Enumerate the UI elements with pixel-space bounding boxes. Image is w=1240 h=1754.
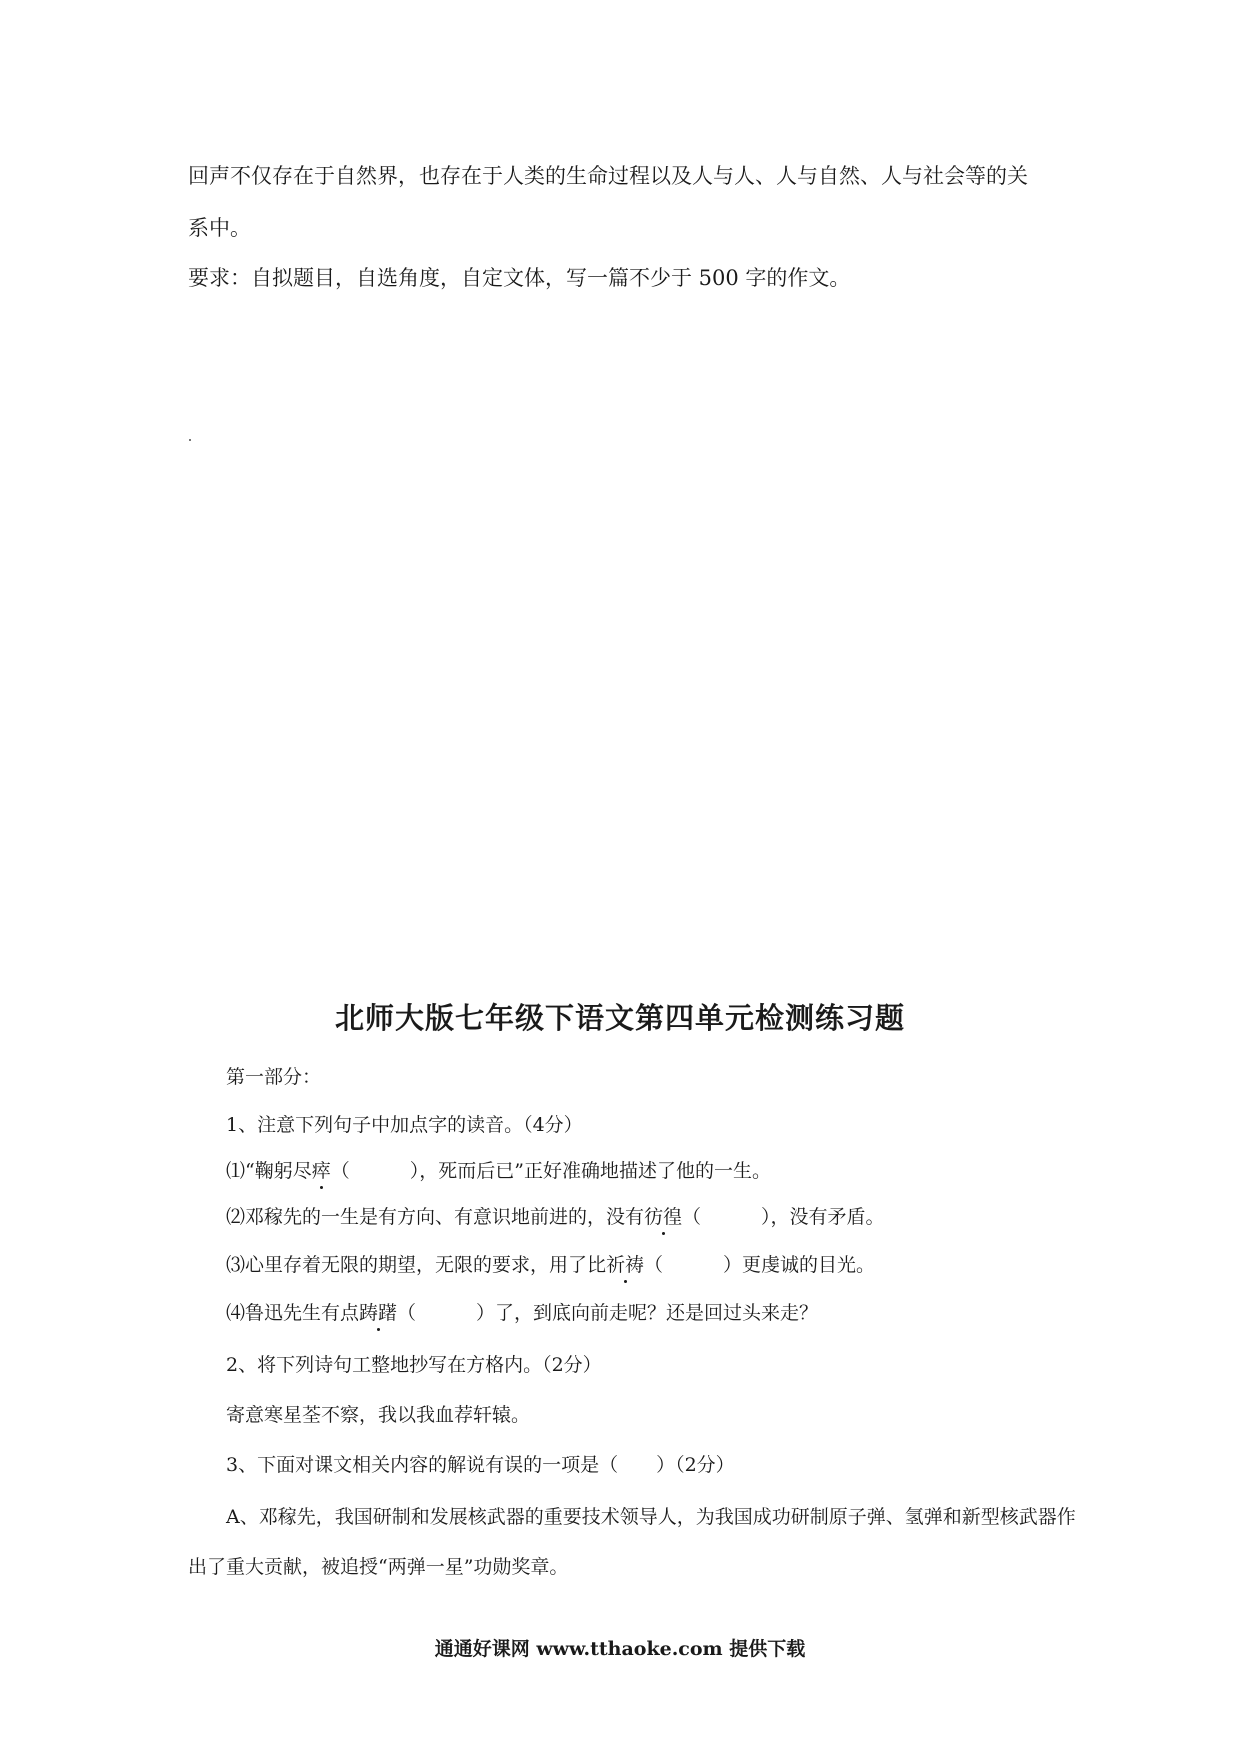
footer: 通通好课网 www.tthaoke.com 提供下载 bbox=[434, 1638, 806, 1660]
q1-item-2-open: （ bbox=[682, 1206, 702, 1228]
q1-item-3 bbox=[226, 1250, 875, 1277]
q2-poem: 寄意寒星荃不察，我以我血荐轩辕。 bbox=[226, 1404, 531, 1426]
q1-item-4-dotted: 踌躇 bbox=[359, 1298, 397, 1325]
q1-item-3-close: ）更虔诚的目光。 bbox=[723, 1254, 876, 1276]
q1-item-4-close: ）了，到底向前走呢？还是回过头来走？ bbox=[476, 1302, 819, 1324]
q1-item-4 bbox=[226, 1298, 818, 1325]
q1-item-2 bbox=[226, 1202, 885, 1229]
intro-requirement: 要求：自拟题目，自选角度，自定文体，写一篇不少于 500 字的作文。 bbox=[188, 266, 851, 290]
q1-item-2-close: ），没有矛盾。 bbox=[761, 1206, 885, 1228]
section-heading: 第一部分： bbox=[226, 1066, 322, 1088]
intro-line-1: 回声不仅存在于自然界，也存在于人类的生命过程以及人与人、人与自然、人与社会等的关 bbox=[188, 164, 1028, 188]
q1-item-4-pre: ⑷鲁迅先生有点 bbox=[226, 1302, 360, 1324]
q2-heading: 2、将下列诗句工整地抄写在方格内。（2分） bbox=[226, 1354, 602, 1376]
intro-line-2: 系中。 bbox=[188, 216, 251, 240]
scan-speck bbox=[189, 439, 191, 441]
q1-item-1 bbox=[226, 1156, 771, 1183]
q1-item-3-pre: ⑶心里存着无限的期望，无限的要求，用了比 bbox=[226, 1254, 607, 1276]
q1-item-2-dotted: 彷徨 bbox=[644, 1202, 682, 1229]
q1-item-1-dotted: 瘁 bbox=[312, 1156, 331, 1183]
q3-heading: 3、下面对课文相关内容的解说有误的一项是（ ）（2分） bbox=[226, 1454, 735, 1476]
q1-item-2-pre: ⑵邓稼先的一生是有方向、有意识地前进的，没有 bbox=[226, 1206, 645, 1228]
q1-heading: 1、注意下列句子中加点字的读音。（4分） bbox=[226, 1114, 583, 1136]
q3-option-a-line-1: A、邓稼先，我国研制和发展核武器的重要技术领导人，为我国成功研制原子弹、氢弹和新型核武器作 bbox=[226, 1506, 1076, 1528]
q1-item-3-open: （ bbox=[644, 1254, 664, 1276]
q1-item-1-pre: ⑴“鞠躬尽 bbox=[226, 1160, 312, 1182]
page-title: 北师大版七年级下语文第四单元检测练习题 bbox=[334, 1001, 905, 1035]
q1-item-4-open: （ bbox=[397, 1302, 417, 1324]
q1-item-1-close: ），死而后已”正好准确地描述了他的一生。 bbox=[409, 1160, 771, 1182]
q1-item-1-open: （ bbox=[330, 1160, 350, 1182]
q1-item-3-dotted: 祈祷 bbox=[606, 1250, 644, 1277]
q3-option-a-line-2: 出了重大贡献，被追授“两弹一星”功勋奖章。 bbox=[188, 1556, 569, 1578]
